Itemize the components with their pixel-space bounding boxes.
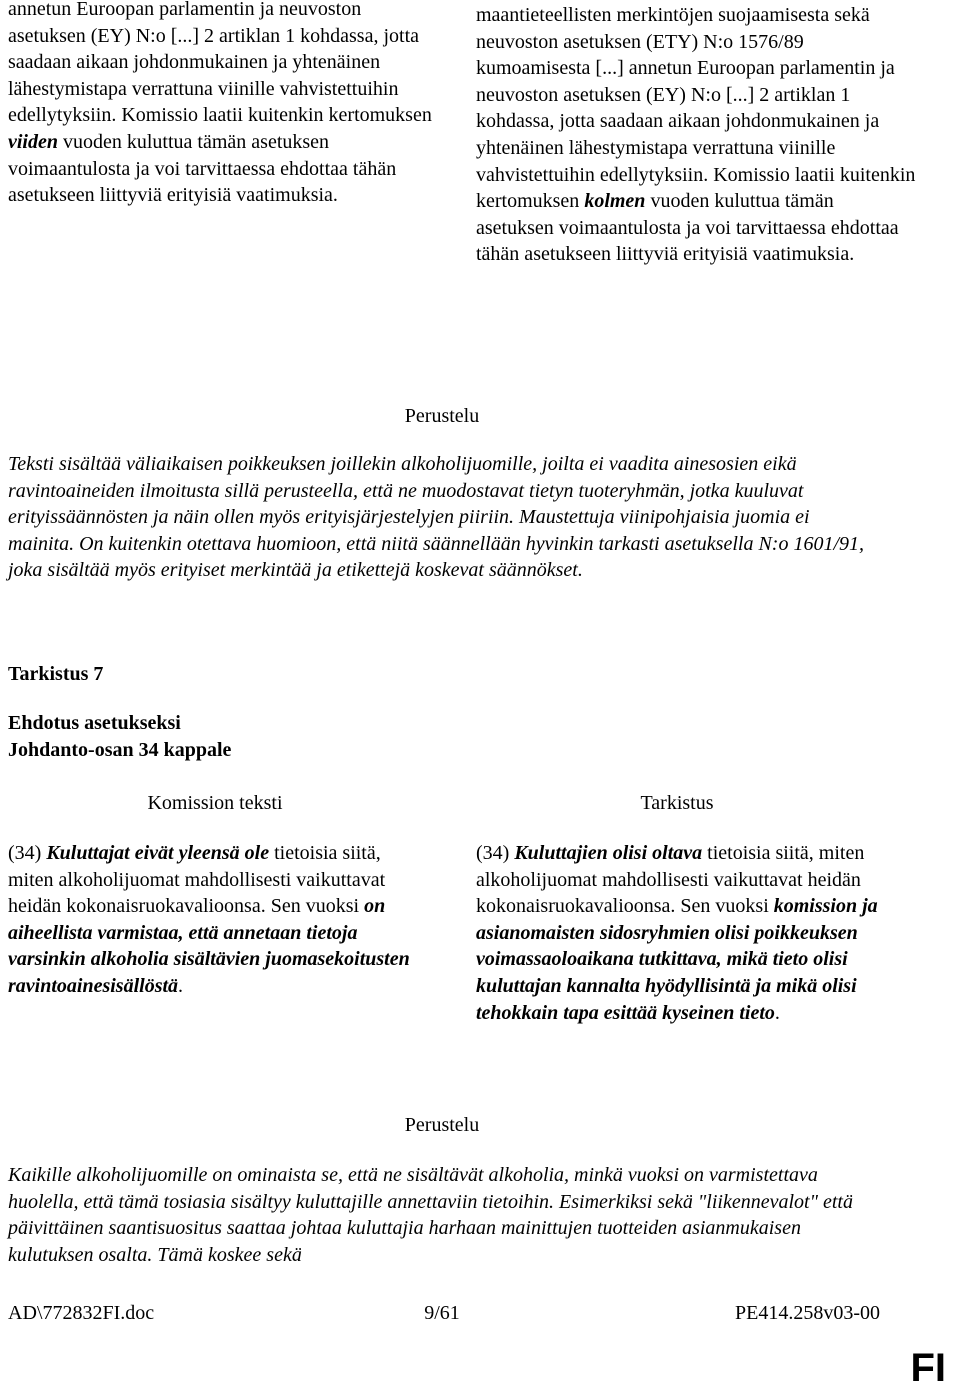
language-code: FI <box>910 1346 946 1390</box>
amendment-column-heading: Tarkistus <box>640 792 714 814</box>
document-filename: AD\772832FI.doc <box>8 1302 155 1324</box>
justification-text: Teksti sisältää väliaikaisen poikkeuksen joillekin alkoholijuomille, joilta ei vaadita ainesosien eikä ravintoaineiden ilmoitusta sillä perusteella, että ne muodostavat tietyn tuoteryhmän, jotka kuuluvat erityissäännösten ja näin ollen myös erityisjärjestelyjen piiriin. Maustettuja viinipohjaisia juomia ei mainita. On kuitenkin otettava huomioon, että niitä säännellään hyvinkin tarkasti asetuksella N:o 1601/91, joka sisältää myös erityiset merkintää ja etikettejä koskevat säännökset. <box>8 453 864 582</box>
page-footer <box>0 1300 960 1330</box>
emphasis-text: kolmen <box>584 190 646 213</box>
page-number: 9/61 <box>424 1302 460 1324</box>
top-left-paragraph <box>8 0 438 209</box>
emphasis-text: komission ja asianomaisten sidosryhmien olisi poikkeuksen voimassaoloaikana tutkittava, mikä tieto olisi kuluttajan kannalta hyödyllisintä ja mikä olisi tehokkain tapa esittää kyseinen tieto <box>476 895 878 1024</box>
text-run: tietoisia siitä, miten alkoholijuomat mahdollisesti vaikuttavat heidän kokonaisruokavalioonsa. Sen vuoksi <box>8 842 386 918</box>
amendment-number: 7 <box>93 663 104 685</box>
text-run: . <box>178 974 184 997</box>
emphasis-text: Kuluttajien olisi oltava <box>514 842 703 864</box>
top-right-paragraph <box>476 2 916 268</box>
text-run: (34) <box>8 842 47 864</box>
text-run: vuoden kuluttua tämän asetuksen voimaantulosta ja voi tarvittaessa ehdottaa tähän asetukseen liittyviä erityisiä vaatimuksia. <box>8 130 397 207</box>
text-run: . <box>774 1001 780 1024</box>
proposal-location: Johdanto-osan 34 kappale <box>8 739 232 761</box>
emphasis-text: Kuluttajat eivät yleensä ole <box>46 842 270 864</box>
amendment-label: Tarkistus <box>8 663 89 685</box>
commission-text-heading: Komission teksti <box>147 792 283 814</box>
emphasis-text: viiden <box>8 130 58 153</box>
text-run: (34) <box>476 842 515 864</box>
justification-text: Kaikille alkoholijuomille on ominaista se, että ne sisältävät alkoholia, minkä vuoksi on varmistettava huolella, että tämä tosiasia sisältyy kuluttajille annettaviin tietoihin. Esimerkiksi sekä "liikennevalot" että päivittäinen saantisuositus saattaa johtaa kuluttajia harhaan mainittujen tuotteiden asianmukaisen kulutuksen osalta. Tämä koskee sekä <box>8 1164 853 1266</box>
text-run: annetun Euroopan parlamentin ja neuvoston asetuksen (EY) N:o [...] 2 artiklan 1 kohdassa, jotta saadaan aikaan johdonmukainen ja yhtenäinen lähestymistapa verrattuna viinille vahvistettuihin edellytyksiin. Komissio laatii kuitenkin kertomuksen <box>8 0 432 127</box>
amendment-text-paragraph <box>476 840 878 1026</box>
amendment-title <box>8 661 103 688</box>
document-reference: PE414.258v03-00 <box>735 1302 880 1324</box>
text-run: maantieteellisten merkintöjen suojaamisesta sekä neuvoston asetuksen (ETY) N:o 1576/89 kumoamisesta [...] annetun Euroopan parlamentin ja neuvoston asetuksen (EY) N:o [...] 2 artiklan 1 kohdassa, jotta saadaan aikaan johdonmukainen ja yhtenäinen lähestymistapa verrattuna viinille vahvistettuihin edellytyksiin. Komissio laatii kuitenkin kertomuksen <box>476 4 916 213</box>
emphasis-text: on aiheellista varmistaa, että annetaan tietoja varsinkin alkoholia sisältävien juomasekoitusten ravintoainesisällöstä <box>8 895 410 997</box>
justification-heading: Perustelu <box>404 405 480 427</box>
text-run: vuoden kuluttua tämän asetuksen voimaantulosta ja voi tarvittaessa ehdottaa tähän asetukseen liittyviä erityisiä vaatimuksia. <box>476 190 899 266</box>
text-run: tietoisia siitä, miten alkoholijuomat mahdollisesti vaikuttavat heidän kokonaisruokavalioonsa. Sen vuoksi <box>476 842 865 918</box>
justification-heading: Perustelu <box>404 1114 480 1136</box>
commission-text-paragraph <box>8 840 422 1000</box>
proposal-title: Ehdotus asetukseksi <box>8 712 181 734</box>
